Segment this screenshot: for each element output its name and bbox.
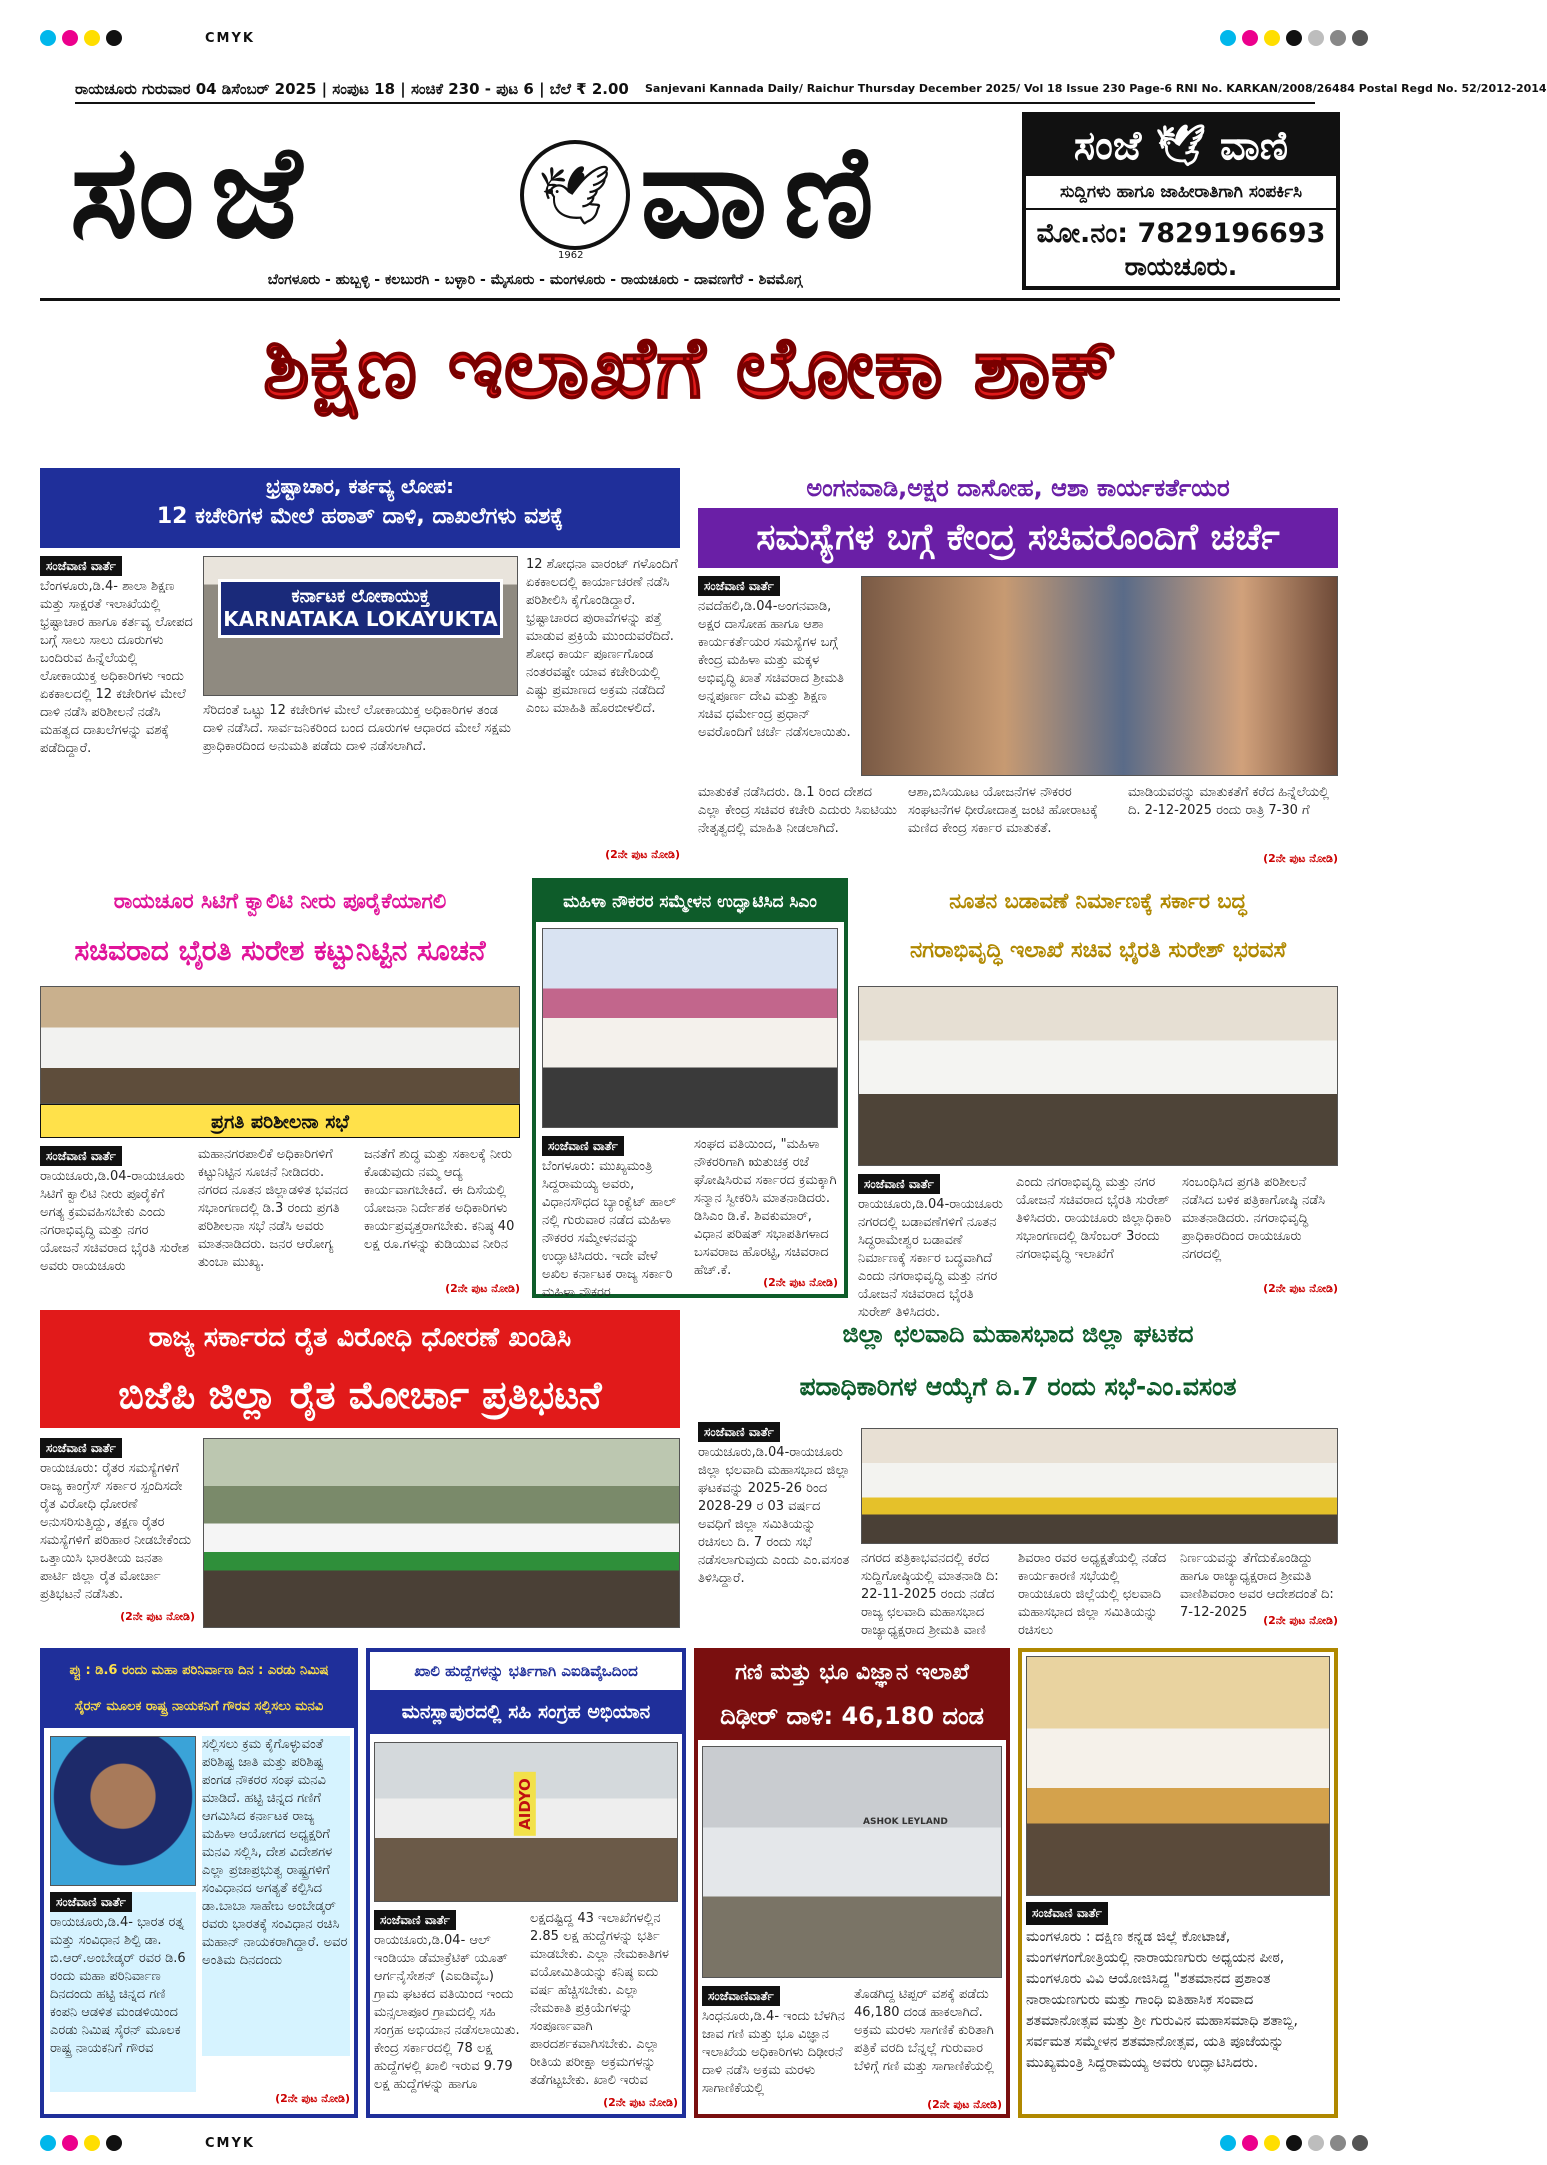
chalavadi-kicker: ಜಿಲ್ಲಾ ಛಲವಾದಿ ಮಹಾಸಭಾದ ಜಿಲ್ಲಾ ಘಟಕದ xyxy=(842,1320,1194,1348)
chalavadi-body-4: ನಿರ್ಣಯವನ್ನು ತೆಗೆದುಕೊಂಡಿದ್ದು ಹಾಗೂ ರಾಜ್ಯಾಧ್ಯಕ್ಷರಾದ ಶ್ರೀಮತಿ ವಾಣಿಶಿವರಾಂ ಅವರ ಆದೇಶದಂತೆ ದಿ: 7-12-2025 xyxy=(1180,1551,1334,1620)
ambedkar-headline: ಸೈರನ್ ಮೂಲಕ ರಾಷ್ಟ್ರ ನಾಯಕನಿಗೆ ಗೌರವ ಸಲ್ಲಿಸಲು ಮನವಿ xyxy=(44,1690,354,1728)
aidyo-headline: ಮನಸ್ಲಾಪುರದಲ್ಲಿ ಸಹಿ ಸಂಗ್ರಹ ಅಭಿಯಾನ xyxy=(370,1690,682,1734)
cm-continued: (2ನೇ ಪುಟ ನೋಡಿ) xyxy=(763,1276,838,1289)
cm-body-1 xyxy=(542,1136,686,1300)
water-headline: ಸಚಿವರಾದ ಭೈರತಿ ಸುರೇಶ ಕಟ್ಟುನಿಟ್ಟಿನ ಸೂಚನೆ xyxy=(74,934,486,967)
water-body-1 xyxy=(40,1146,190,1298)
water-photo xyxy=(40,986,520,1104)
registration-dot xyxy=(1330,30,1346,46)
story-chalavadi xyxy=(698,1310,1338,1638)
mines-truck-sign: ASHOK LEYLAND xyxy=(863,1817,948,1827)
story-mines xyxy=(694,1648,1010,2118)
registration-dot xyxy=(1242,30,1258,46)
layout-photo xyxy=(858,986,1338,1166)
cm-headline: ಮಹಿಳಾ ನೌಕರರ ಸಮ್ಮೇಳನ ಉದ್ಘಾಟಿಸಿದ ಸಿಎಂ xyxy=(536,882,844,922)
layout-headline: ನಗರಾಭಿವೃದ್ಧಿ ಇಲಾಖೆ ಸಚಿವ ಭೈರತಿ ಸುರೇಶ್ ಭರವಸೆ xyxy=(909,938,1287,963)
anganwadi-text-1: ನವದೆಹಲಿ,ಡಿ.04-ಅಂಗನವಾಡಿ, ಅಕ್ಷರ ದಾಸೋಹ ಹಾಗೂ ಆಶಾ ಕಾರ್ಯಕರ್ತೆಯರ ಸಮಸ್ಯೆಗಳ ಬಗ್ಗೆ ಕೇಂದ್ರ ಮಹಿಳಾ ಮತ್ತು ಮಕ್ಕಳ ಅಭಿವೃದ್ಧಿ ಖಾತೆ ಸಚಿವರಾದ ಶ್ರೀಮತಿ ಅನ್ನಪೂರ್ಣ ದೇವಿ ಮತ್ತು ಶಿಕ್ಷಣ ಸಚಿವ ಧರ್ಮೇಂದ್ರ ಪ್ರಧಾನ್ ಅವರೊಂದಿಗೆ ಚರ್ಚೆ ನಡೆಸಲಾಯಿತು. xyxy=(698,599,851,740)
story-water xyxy=(40,878,520,1298)
chalavadi-body-1 xyxy=(698,1422,853,1630)
anganwadi-tag: ಸಂಜೆವಾಣಿ ವಾರ್ತೆ xyxy=(698,576,780,596)
cm-text-1: ಬೆಂಗಳೂರು: ಮುಖ್ಯಮಂತ್ರಿ ಸಿದ್ದರಾಮಯ್ಯ ಅವರು, ವಿಧಾನಸೌಧದ ಬ್ಯಾಂಕ್ವೆಟ್ ಹಾಲ್ ನಲ್ಲಿ ಗುರುವಾರ ನಡೆದ ಮಹಿಳಾ ನೌಕರರ ಸಮ್ಮೇಳನವನ್ನು ಉದ್ಘಾಟಿಸಿದರು. ಇದೇ ವೇಳೆ ಅಖಿಲ ಕರ್ನಾಟಕ ರಾಜ್ಯ ಸರ್ಕಾರಿ ಮಹಿಳಾ ನೌಕರರ xyxy=(542,1159,677,1300)
lokayukta-continued: (2ನೇ ಪುಟ ನೋಡಿ) xyxy=(605,848,680,861)
water-body-2: ಮಹಾನಗರಪಾಲಿಕೆ ಅಧಿಕಾರಿಗಳಿಗೆ ಕಟ್ಟುನಿಟ್ಟಿನ ಸೂಚನೆ ನೀಡಿದರು. ನಗರದ ನೂತನ ಜಿಲ್ಲಾಡಳಿತ ಭವನದ ಸಭಾಂಗಣದಲ್ಲಿ ಡಿ.3 ರಂದು ಪ್ರಗತಿ ಪರಿಶೀಲನಾ ಸಭೆ ನಡೆಸಿ ಅವರು ಮಾತನಾಡಿದರು. ಜನರ ಆರೋಗ್ಯ ತುಂಬಾ ಮುಖ್ಯ. xyxy=(198,1147,348,1270)
lokayukta-body-3: 12 ಶೋಧನಾ ವಾರಂಟ್ ಗಳೊಂದಿಗೆ ಏಕಕಾಲದಲ್ಲಿ ಕಾರ್ಯಾಚರಣೆ ನಡೆಸಿ ಪರಿಶೀಲಿಸಿ ಕೈಗೊಂಡಿದ್ದಾರೆ. ಭ್ರಷ್ಟಾಚಾರದ ಪುರಾವೆಗಳನ್ನು ಪತ್ತೆ ಮಾಡುವ ಪ್ರಕ್ರಿಯೆ ಮುಂದುವರೆದಿದೆ. ಶೋಧ ಕಾರ್ಯ ಪೂರ್ಣಗೊಂಡ ನಂತರವಷ್ಟೇ ಯಾವ ಕಚೇರಿಯಲ್ಲಿ ಎಷ್ಟು ಪ್ರಮಾಣದ ಅಕ್ರಮ ನಡೆದಿದೆ ಎಂಬ ಮಾಹಿತಿ ಹೊರಬೀಳಲಿದೆ. xyxy=(526,557,678,716)
bjp-tag: ಸಂಜೆವಾಣಿ ವಾರ್ತೆ xyxy=(40,1438,122,1458)
registration-dot xyxy=(40,30,56,46)
ambedkar-body-2 xyxy=(50,1892,196,2092)
anganwadi-body-4: ಮಾಡಿಯವರನ್ನು ಮಾತುಕತೆಗೆ ಕರೆದ ಹಿನ್ನೆಲೆಯಲ್ಲಿ ದಿ. 2-12-2025 ರಂದು ರಾತ್ರಿ 7-30 ಗೆ xyxy=(1128,785,1329,818)
ad-contact-line: ಸುದ್ದಿಗಳು ಹಾಗೂ ಜಾಹೀರಾತಿಗಾಗಿ ಸಂಪರ್ಕಿಸಿ xyxy=(1026,176,1336,210)
lokayukta-text-1: ಬೆಂಗಳೂರು,ಡಿ.4- ಶಾಲಾ ಶಿಕ್ಷಣ ಮತ್ತು ಸಾಕ್ಷರತೆ ಇಲಾಖೆಯಲ್ಲಿ ಭ್ರಷ್ಟಾಚಾರ ಹಾಗೂ ಕರ್ತವ್ಯ ಲೋಪದ ಬಗ್ಗೆ ಸಾಲು ಸಾಲು ದೂರುಗಳು ಬಂದಿರುವ ಹಿನ್ನೆಲೆಯಲ್ಲಿ ಲೋಕಾಯುಕ್ತ ಅಧಿಕಾರಿಗಳು ಇಂದು ಏಕಕಾಲದಲ್ಲಿ 12 ಕಚೇರಿಗಳ ಮೇಲೆ ದಾಳಿ ನಡೆಸಿ ಪರಿಶೀಲನೆ ನಡೆಸಿ ಮಹತ್ವದ ದಾಖಲೆಗಳನ್ನು ವಶಕ್ಕೆ ಪಡೆದಿದ್ದಾರೆ. xyxy=(40,579,193,756)
aidyo-kicker: ಖಾಲಿ ಹುದ್ದೆಗಳನ್ನು ಭರ್ತಿಗಾಗಿ ಎಐಡಿವೈಒದಿಂದ xyxy=(414,1662,638,1680)
registration-dot xyxy=(106,2135,122,2151)
aidyo-sign: AIDYO xyxy=(514,1772,536,1836)
story-cm xyxy=(532,878,848,1298)
mines-text-1: ಸಿಂಧನೂರು,ಡಿ.4- ಇಂದು ಬೆಳಗಿನ ಜಾವ ಗಣಿ ಮತ್ತು ಭೂ ವಿಜ್ಞಾನ ಇಲಾಖೆಯ ಅಧಿಕಾರಿಗಳು ದಿಢೀರನೆ ದಾಳಿ ನಡೆಸಿ ಅಕ್ರಮ ಮರಳು ಸಾಗಾಣಿಕೆಯಲ್ಲಿ xyxy=(702,2009,845,2096)
bjp-kicker: ರಾಜ್ಯ ಸರ್ಕಾರದ ರೈತ ವಿರೋಧಿ ಧೋರಣೆ ಖಂಡಿಸಿ xyxy=(40,1310,680,1366)
mines-tag: ಸಂಜೆವಾಣಿವಾರ್ತೆ xyxy=(702,1986,780,2006)
masthead-right: ವಾಣಿ xyxy=(640,117,890,267)
registration-colors-bottom-right xyxy=(1220,2135,1368,2151)
registration-dot xyxy=(1308,30,1324,46)
dateline-rule xyxy=(75,102,1315,104)
story-ambedkar xyxy=(40,1648,358,2118)
registration-dot xyxy=(1220,30,1236,46)
aidyo-continued: (2ನೇ ಪುಟ ನೋಡಿ) xyxy=(603,2096,678,2109)
mines-body-1 xyxy=(702,1986,848,2114)
cmyk-label: CMYK xyxy=(205,31,255,46)
bjp-continued: (2ನೇ ಪುಟ ನೋಡಿ) xyxy=(120,1610,195,1623)
aidyo-body-1 xyxy=(374,1910,522,2114)
mines-kicker: ಗಣಿ ಮತ್ತು ಭೂ ವಿಜ್ಞಾನ ಇಲಾಖೆ xyxy=(698,1652,1006,1694)
registration-dot xyxy=(1352,30,1368,46)
registration-dot xyxy=(62,30,78,46)
registration-dot xyxy=(1330,2135,1346,2151)
chalavadi-body-3: ಶಿವರಾಂ ರವರ ಅಧ್ಯಕ್ಷತೆಯಲ್ಲಿ ನಡೆದ ಕಾರ್ಯಕಾರಣಿ ಸಭೆಯಲ್ಲಿ ರಾಯಚೂರು ಜಿಲ್ಲೆಯಲ್ಲಿ ಛಲವಾದಿ ಮಹಾಸಭಾದ ಜಿಲ್ಲಾ ಸಮಿತಿಯನ್ನು ರಚಿಸಲು xyxy=(1018,1551,1167,1638)
chalavadi-headline: ಪದಾಧಿಕಾರಿಗಳ ಆಯ್ಕೆಗೆ ದಿ.7 ರಂದು ಸಭೆ-ಎಂ.ವಸಂತ xyxy=(799,1372,1237,1401)
dateline-english: Sanjevani Kannada Daily/ Raichur Thursday December 2025/ Vol 18 Issue 230 Page-6 RNI No. KARKAN/2008/26484 Postal Regd No. 52/2012-2014 xyxy=(645,82,1547,95)
lokayukta-body-1 xyxy=(40,556,195,866)
bjp-photo xyxy=(203,1438,680,1628)
anganwadi-photo xyxy=(861,576,1338,776)
registration-dot xyxy=(1242,2135,1258,2151)
layout-continued: (2ನೇ ಪುಟ ನೋಡಿ) xyxy=(1263,1282,1338,1295)
registration-colors-bottom-left xyxy=(40,2135,122,2151)
ad-title: ಸಂಜೆ 🕊 ವಾಣಿ xyxy=(1026,116,1336,176)
registration-dot xyxy=(1286,30,1302,46)
registration-dot xyxy=(1352,2135,1368,2151)
ambedkar-kicker: ಪ್ಟು : ಡಿ.6 ರಂದು ಮಹಾ ಪರಿನಿರ್ವಾಣ ದಿನ : ಎರಡು ನಿಮಿಷ xyxy=(44,1652,354,1690)
registration-dot xyxy=(1220,2135,1236,2151)
layout-kicker: ನೂತನ ಬಡಾವಣೆ ನಿರ್ಮಾಣಕ್ಕೆ ಸರ್ಕಾರ ಬದ್ಧ xyxy=(949,889,1247,913)
chalavadi-continued: (2ನೇ ಪುಟ ನೋಡಿ) xyxy=(1263,1614,1338,1627)
layout-body-1 xyxy=(858,1174,1008,1320)
registration-dot xyxy=(1264,2135,1280,2151)
layout-text-1: ರಾಯಚೂರು,ಡಿ.04-ರಾಯಚೂರು ನಗರದಲ್ಲಿ ಬಡಾವಣೆಗಳಿಗೆ ನೂತನ ಸಿದ್ಧರಾಮೇಶ್ವರ ಬಡಾವಣೆ ನಿರ್ಮಾಣಕ್ಕೆ ಸರ್ಕಾರ ಬದ್ಧವಾಗಿದೆ ಎಂದು ನಗರಾಭಿವೃದ್ಧಿ ಮತ್ತು ನಗರ ಯೋಜನೆ ಸಚಿವರಾದ ಭೈರತಿ ಸುರೇಶ್ ತಿಳಿಸಿದರು. xyxy=(858,1197,1003,1320)
registration-dot xyxy=(84,2135,100,2151)
story-layout xyxy=(858,878,1338,1320)
chalavadi-tag: ಸಂಜೆವಾಣಿ ವಾರ್ತೆ xyxy=(698,1422,780,1442)
registration-dot xyxy=(40,2135,56,2151)
masthead-year: 1962 xyxy=(558,250,584,261)
chalavadi-body-2: ನಗರದ ಪತ್ರಿಕಾಭವನದಲ್ಲಿ ಕರೆದ ಸುದ್ದಿಗೋಷ್ಠಿಯಲ್ಲಿ ಮಾತನಾಡಿ ದಿ: 22-11-2025 ರಂದು ನಡೆದ ರಾಜ್ಯ ಛಲವಾದಿ ಮಹಾಸಭಾದ ರಾಜ್ಯಾಧ್ಯಕ್ಷರಾದ ಶ್ರೀಮತಿ ವಾಣಿ xyxy=(861,1551,999,1638)
lokayukta-kicker: ಭ್ರಷ್ಟಾಚಾರ, ಕರ್ತವ್ಯ ಲೋಪ: xyxy=(265,474,455,498)
anganwadi-body-3: ಆಶಾ,ಬಿಸಿಯೂಟ ಯೋಜನೆಗಳ ನೌಕರರ ಸಂಘಟನೆಗಳ ಧೀರೋದಾತ್ತ ಜಂಟಿ ಹೋರಾಟಕ್ಕೆ ಮಣಿದ ಕೇಂದ್ರ ಸರ್ಕಾರ ಮಾತುಕತೆ. xyxy=(908,785,1098,836)
lokayukta-sign-en: KARNATAKA LOKAYUKTA xyxy=(223,607,498,631)
aidyo-body-2: ಲಕ್ಷದಷ್ಟಿದ್ದ 43 ಇಲಾಖೆಗಳಲ್ಲಿನ 2.85 ಲಕ್ಷ ಹುದ್ದೆಗಳನ್ನು ಭರ್ತಿ ಮಾಡಬೇಕು. ಎಲ್ಲಾ ನೇಮಕಾತಿಗಳ ವಯೋಮಿತಿಯನ್ನು ಕನಿಷ್ಠ ಐದು ವರ್ಷ ಹೆಚ್ಚಿಸಬೇಕು. ಎಲ್ಲಾ ನೇಮಕಾತಿ ಪ್ರಕ್ರಿಯೆಗಳನ್ನು ಸಂಪೂರ್ಣವಾಗಿ ಪಾರದರ್ಶಕವಾಗಿಸಬೇಕು. ಎಲ್ಲಾ ರೀತಿಯ ಪರೀಕ್ಷಾ ಅಕ್ರಮಗಳನ್ನು ತಡೆಗಟ್ಟಬೇಕು. ಖಾಲಿ ಇರುವ xyxy=(530,1911,669,2088)
bjp-text-1: ರಾಯಚೂರು: ರೈತರ ಸಮಸ್ಯೆಗಳಿಗೆ ರಾಜ್ಯ ಕಾಂಗ್ರೆಸ್ ಸರ್ಕಾರ ಸ್ಪಂದಿಸದೇ ರೈತ ವಿರೋಧಿ ಧೋರಣೆ ಅನುಸರಿಸುತ್ತಿದ್ದು, ತಕ್ಷಣ ರೈತರ ಸಮಸ್ಯೆಗಳಿಗೆ ಪರಿಹಾರ ನೀಡಬೇಕೆಂದು ಒತ್ತಾಯಿಸಿ ಭಾರತೀಯ ಜನತಾ ಪಾರ್ಟಿ ಜಿಲ್ಲಾ ರೈತ ಮೋರ್ಚಾ ಪ್ರತಿಭಟನೆ ನಡೆಸಿತು. xyxy=(40,1461,192,1602)
story-anganwadi xyxy=(698,468,1338,868)
cm-body-2: ಸಂಘದ ವತಿಯಿಂದ, "ಮಹಿಳಾ ನೌಕರರಿಗಾಗಿ ಋತುಚಕ್ರ ರಜೆ ಘೋಷಿಸಿರುವ ಸರ್ಕಾರದ ಕ್ರಮಕ್ಕಾಗಿ ಸನ್ಮಾನ ಸ್ವೀಕರಿಸಿ ಮಾತನಾಡಿದರು. ಡಿಸಿಎಂ ಡಿ.ಕೆ. ಶಿವಕುಮಾರ್, ವಿಧಾನ ಪರಿಷತ್ ಸಭಾಪತಿಗಳಾದ ಬಸವರಾಜ ಹೊರಟ್ಟಿ, ಸಚಿವರಾದ ಹೆಚ್.ಕೆ. xyxy=(694,1137,837,1278)
mangalore-body xyxy=(1026,1902,1330,2112)
ambedkar-text-2: ರಾಯಚೂರು,ಡಿ.4- ಭಾರತ ರತ್ನ ಮತ್ತು ಸಂವಿಧಾನ ಶಿಲ್ಪಿ ಡಾ. ಬಿ.ಆರ್.ಅಂಬೇಡ್ಕರ್ ರವರ ಡಿ.6 ರಂದು ಮಹಾ ಪರಿನಿರ್ವಾಣ ದಿನದಂದು ಹಟ್ಟಿ ಚಿನ್ನದ ಗಣಿ ಕಂಪನಿ ಆಡಳಿತ ಮಂಡಳಿಯಿಂದ ಎರಡು ನಿಮಿಷ ಸೈರನ್ ಮೂಲಕ ರಾಷ್ಟ್ರ ನಾಯಕನಿಗೆ ಗೌರವ xyxy=(50,1915,186,2056)
water-tag: ಸಂಜೆವಾಣಿ ವಾರ್ತೆ xyxy=(40,1146,122,1166)
ambedkar-tag: ಸಂಜೆವಾಣಿ ವಾರ್ತೆ xyxy=(50,1892,132,1912)
cm-photo xyxy=(542,928,838,1128)
mangalore-tag: ಸಂಜೆವಾಣಿ ವಾರ್ತೆ xyxy=(1026,1902,1108,1925)
registration-dot xyxy=(1308,2135,1324,2151)
contact-ad-box xyxy=(1022,112,1340,290)
water-body-3: ಜನತೆಗೆ ಶುದ್ಧ ಮತ್ತು ಸಕಾಲಕ್ಕೆ ನೀರು ಕೊಡುವುದು ನಮ್ಮ ಆದ್ಯ ಕಾರ್ಯವಾಗಬೇಕಿದೆ. ಈ ದಿಸೆಯಲ್ಲಿ ಯೋಜನಾ ನಿರ್ದೇಶಕ ಅಧಿಕಾರಿಗಳು ಕಾರ್ಯಪ್ರವೃತ್ತರಾಗಬೇಕು. ಕನಿಷ್ಠ 40 ಲಕ್ಷ ರೂ.ಗಳನ್ನು ಕುಡಿಯುವ ನೀರಿನ xyxy=(364,1147,515,1252)
registration-dot xyxy=(1264,30,1280,46)
story-bjp xyxy=(40,1310,680,1630)
bjp-headline: ಬಿಜೆಪಿ ಜಿಲ್ಲಾ ರೈತ ಮೋರ್ಚಾ ಪ್ರತಿಭಟನೆ xyxy=(40,1366,680,1428)
lokayukta-headline: 12 ಕಚೇರಿಗಳ ಮೇಲೆ ಹಠಾತ್ ದಾಳಿ, ದಾಖಲೆಗಳು ವಶಕ್ಕೆ xyxy=(156,504,564,529)
chalavadi-photo xyxy=(861,1428,1338,1544)
lokayukta-photo xyxy=(203,556,518,696)
ad-city: ರಾಯಚೂರು. xyxy=(1124,252,1238,281)
registration-colors-right xyxy=(1220,30,1368,46)
ad-phone: ಮೋ.ನಂ: 7829196693 xyxy=(1036,218,1326,249)
registration-dot xyxy=(84,30,100,46)
masthead-rule xyxy=(40,298,1340,301)
lokayukta-sign-kn: ಕರ್ನಾಟಕ ಲೋಕಾಯುಕ್ತ xyxy=(291,586,430,607)
aidyo-text-1: ರಾಯಚೂರು,ಡಿ.04- ಆಲ್ ಇಂಡಿಯಾ ಡೆಮಾಕ್ರೆಟಿಕ್ ಯೂತ್ ಆರ್ಗನೈಸೇಶನ್ (ಎಐಡಿವೈಒ) ಗ್ರಾಮ ಘಟಕದ ವತಿಯಿಂದ ಇಂದು ಮನ್ಸಲಾಪೂರ ಗ್ರಾಮದಲ್ಲಿ ಸಹಿ ಸಂಗ್ರಹ ಅಭಿಯಾನ ನಡೆಸಲಾಯಿತು. ಕೇಂದ್ರ ಸರ್ಕಾರದಲ್ಲಿ 78 ಲಕ್ಷ ಹುದ್ದೆಗಳಲ್ಲಿ ಖಾಲಿ ಇರುವ 9.79 ಲಕ್ಷ ಹುದ್ದೆಗಳನ್ನು ಹಾಗೂ xyxy=(374,1933,520,2092)
bjp-body-1 xyxy=(40,1438,195,1608)
anganwadi-body-2: ಮಾತುಕತೆ ನಡೆಸಿದರು. ಡಿ.1 ರಿಂದ ದೇಶದ ಎಲ್ಲಾ ಕೇಂದ್ರ ಸಚಿವರ ಕಚೇರಿ ಎದುರು ಸಿಐಟಿಯು ನೇತೃತ್ವದಲ್ಲಿ ಮಾಹಿತಿ ನೀಡಲಾಗಿದೆ. xyxy=(698,785,897,836)
mines-photo xyxy=(702,1746,1002,1978)
registration-dot xyxy=(62,2135,78,2151)
anganwadi-body-1 xyxy=(698,576,853,776)
water-text-1: ರಾಯಚೂರು,ಡಿ.04-ರಾಯಚೂರು ಸಿಟಿಗೆ ಕ್ವಾಲಿಟಿ ನೀರು ಪೂರೈಕೆಗೆ ಅಗತ್ಯ ಕ್ರಮವಹಿಸಬೇಕು ಎಂದು ನಗರಾಭಿವೃದ್ಧಿ ಮತ್ತು ನಗರ ಯೋಜನೆ ಸಚಿವರಾದ ಭೈರತಿ ಸುರೇಶ ಅವರು ರಾಯಚೂರು xyxy=(40,1169,190,1274)
ambedkar-body-1: ಸಲ್ಲಿಸಲು ಕ್ರಮ ಕೈಗೊಳ್ಳುವಂತೆ ಪರಿಶಿಷ್ಟ ಜಾತಿ ಮತ್ತು ಪರಿಶಿಷ್ಟ ಪಂಗಡ ನೌಕರರ ಸಂಘ ಮನವಿ ಮಾಡಿದೆ. ಹಟ್ಟಿ ಚಿನ್ನದ ಗಣಿಗೆ ಆಗಮಿಸಿದ ಕರ್ನಾಟಕ ರಾಜ್ಯ ಮಹಿಳಾ ಆಯೋಗದ ಅಧ್ಯಕ್ಷರಿಗೆ ಮನವಿ ಸಲ್ಲಿಸಿ, ದೇಶ ವಿದೇಶಗಳ ಎಲ್ಲಾ ಪ್ರಜಾಪ್ರಭುತ್ವ ರಾಷ್ಟ್ರಗಳಿಗೆ ಸಂವಿಧಾನದ ಅಗತ್ಯತೆ ಕಲ್ಪಿಸಿದ ಡಾ.ಬಾಬಾ ಸಾಹೇಬ ಅಂಬೇಡ್ಕರ್ ರವರು ಭಾರತಕ್ಕೆ ಸಂವಿಧಾನ ರಚಿಸಿ ಮಹಾನ್ ನಾಯಕರಾಗಿದ್ದಾರೆ. ಅವರ ಅಂತಿಮ ದಿನದಂದು xyxy=(202,1736,350,2056)
mangalore-photo xyxy=(1026,1656,1330,1896)
lokayukta-tag: ಸಂಜೆವಾಣಿ ವಾರ್ತೆ xyxy=(40,556,122,576)
registration-dot xyxy=(106,30,122,46)
mines-continued: (2ನೇ ಪುಟ ನೋಡಿ) xyxy=(927,2098,1002,2111)
anganwadi-continued: (2ನೇ ಪುಟ ನೋಡಿ) xyxy=(1263,852,1338,865)
water-kicker: ರಾಯಚೂರ ಸಿಟಿಗೆ ಕ್ವಾಲಿಟಿ ನೀರು ಪೂರೈಕೆಯಾಗಲಿ xyxy=(113,889,447,913)
registration-dot xyxy=(1286,2135,1302,2151)
layout-tag: ಸಂಜೆವಾಣಿ ವಾರ್ತೆ xyxy=(858,1174,940,1194)
masthead-left: ಸಂಜೆ xyxy=(70,117,318,267)
story-mangalore xyxy=(1018,1648,1338,2118)
anganwadi-kicker: ಅಂಗನವಾಡಿ,ಅಕ್ಷರ ದಾಸೋಹ, ಆಶಾ ಕಾರ್ಯಕರ್ತೆಯರ xyxy=(806,474,1230,502)
mangalore-text: ಮಂಗಳೂರು : ದಕ್ಷಿಣ ಕನ್ನಡ ಜಿಲ್ಲೆ ಕೋಟಾಚೆ, ಮಂಗಳಗಂಗೋತ್ರಿಯಲ್ಲಿ ನಾರಾಯಣಗುರು ಅಧ್ಯಯನ ಪೀಠ, ಮಂಗಳೂರು ವಿವಿ ಆಯೋಜಿಸಿದ್ದ "ಶತಮಾನದ ಪ್ರಶಾಂತ ನಾರಾಯಣಗುರು ಮತ್ತು ಗಾಂಧಿ ಐತಿಹಾಸಿಕ ಸಂವಾದ ಶತಮಾನೋತ್ಸವ ಮತ್ತು ಶ್ರೀ ಗುರುವಿನ ಮಹಾಸಮಾಧಿ ಶತಾಬ್ದಿ, ಸರ್ವಮತ ಸಮ್ಮೇಳನ ಶತಮಾನೋತ್ಸವ, ಯತಿ ಪೂಜೆಯನ್ನು ಮುಖ್ಯಮಂತ್ರಿ ಸಿದ್ದರಾಮಯ್ಯ ಅವರು ಉದ್ಘಾಟಿಸಿದರು. xyxy=(1026,1929,1298,2071)
anganwadi-headline: ಸಮಸ್ಯೆಗಳ ಬಗ್ಗೆ ಕೇಂದ್ರ ಸಚಿವರೊಂದಿಗೆ ಚರ್ಚೆ xyxy=(698,508,1338,568)
mines-body-2: ತೊಡಗಿದ್ದ ಟಿಪ್ಪರ್ ವಶಕ್ಕೆ ಪಡೆದು 46,180 ದಂಡ ಹಾಕಲಾಗಿದೆ. ಅಕ್ರಮ ಮರಳು ಸಾಗಣಿಕೆ ಕುರಿತಾಗಿ ಪತ್ರಿಕೆ ವರದಿ ಬೆನ್ನಲ್ಲೆ ಗುರುವಾರ ಬೆಳಿಗ್ಗೆ ಗಣಿ ಮತ್ತು ಸಾಗಾಣಿಕೆಯಲ್ಲಿ xyxy=(854,1987,994,2074)
dove-logo-icon: 🕊 xyxy=(520,140,630,250)
ambedkar-continued: (2ನೇ ಪುಟ ನೋಡಿ) xyxy=(275,2092,350,2105)
lokayukta-body-2: ಸೆರಿದಂತೆ ಒಟ್ಟು 12 ಕಚೇರಿಗಳ ಮೇಲೆ ಲೋಕಾಯುಕ್ತ ಅಧಿಕಾರಿಗಳ ತಂಡ ದಾಳಿ ನಡೆಸಿದೆ. ಸಾರ್ವಜನಿಕರಿಂದ ಬಂದ ದೂರುಗಳ ಆಧಾರದ ಮೇಲೆ ಸಕ್ಷಮ ಪ್ರಾಧಿಕಾರದಿಂದ ಅನುಮತಿ ಪಡೆದು ದಾಳಿ ನಡೆಸಲಾಗಿದೆ. xyxy=(203,703,511,754)
aidyo-photo xyxy=(374,1742,678,1902)
water-caption: ಪ್ರಗತಿ ಪರಿಶೀಲನಾ ಸಭೆ xyxy=(40,1104,520,1138)
water-continued: (2ನೇ ಪುಟ ನೋಡಿ) xyxy=(445,1282,520,1295)
story-aidyo xyxy=(366,1648,686,2118)
edition-cities: ಬೆಂಗಳೂರು - ಹುಬ್ಬಳ್ಳಿ - ಕಲಬುರಗಿ - ಬಳ್ಳಾರಿ - ಮೈಸೂರು - ಮಂಗಳೂರು - ರಾಯಚೂರು - ದಾವಣಗೆರೆ - ಶಿವಮೊಗ್ಗ xyxy=(267,272,803,288)
banner-headline: ಶಿಕ್ಷಣ ಇಲಾಖೆಗೆ ಲೋಕಾ ಶಾಕ್ xyxy=(262,317,1118,418)
dateline-kannada: ರಾಯಚೂರು ಗುರುವಾರ 04 ಡಿಸೆಂಬರ್ 2025 | ಸಂಪುಟ 18 | ಸಂಚಿಕೆ 230 - ಪುಟ 6 | ಬೆಲೆ ₹ 2.00 xyxy=(75,80,629,98)
mines-headline: ದಿಢೀರ್ ದಾಳಿ: 46,180 ದಂಡ xyxy=(698,1694,1006,1740)
aidyo-tag: ಸಂಜೆವಾಣಿ ವಾರ್ತೆ xyxy=(374,1910,456,1930)
story-lokayukta xyxy=(40,468,680,868)
chalavadi-text-1: ರಾಯಚೂರು,ಡಿ.04-ರಾಯಚೂರು ಜಿಲ್ಲಾ ಛಲವಾದಿ ಮಹಾಸಭಾದ ಜಿಲ್ಲಾ ಘಟಕವನ್ನು 2025-26 ರಿಂದ 2028-29 ರ 03 ವರ್ಷದ ಅವಧಿಗೆ ಜಿಲ್ಲಾ ಸಮಿತಿಯನ್ನು ರಚಿಸಲು ದಿ. 7 ರಂದು ಸಭೆ ನಡೆಸಲಾಗುವುದು ಎಂದು ಎಂ.ವಸಂತ ತಿಳಿಸಿದ್ದಾರೆ. xyxy=(698,1445,850,1586)
layout-body-2: ಎಂದು ನಗರಾಭಿವೃದ್ಧಿ ಮತ್ತು ನಗರ ಯೋಜನೆ ಸಚಿವರಾದ ಭೈರತಿ ಸುರೇಶ್ ತಿಳಿಸಿದರು. ರಾಯಚೂರು ಜಿಲ್ಲಾಧಿಕಾರಿ ಸಭಾಂಗಣದಲ್ಲಿ ಡಿಸೆಂಬರ್ 3ರಂದು ನಗರಾಭಿವೃದ್ಧಿ ಇಲಾಖೆಗೆ xyxy=(1016,1175,1172,1262)
registration-colors-left xyxy=(40,30,122,46)
layout-body-3: ಸಂಬಂಧಿಸಿದ ಪ್ರಗತಿ ಪರಿಶೀಲನೆ ನಡೆಸಿದ ಬಳಿಕ ಪತ್ರಿಕಾಗೋಷ್ಠಿ ನಡೆಸಿ ಮಾತನಾಡಿದರು. ನಗರಾಭಿವೃದ್ಧಿ ಪ್ರಾಧಿಕಾರದಿಂದ ರಾಯಚೂರು ನಗರದಲ್ಲಿ xyxy=(1182,1175,1326,1262)
cmyk-label-bottom: CMYK xyxy=(205,2136,255,2151)
ambedkar-portrait xyxy=(50,1736,196,1886)
cm-tag: ಸಂಜೆವಾಣಿ ವಾರ್ತೆ xyxy=(542,1136,624,1156)
